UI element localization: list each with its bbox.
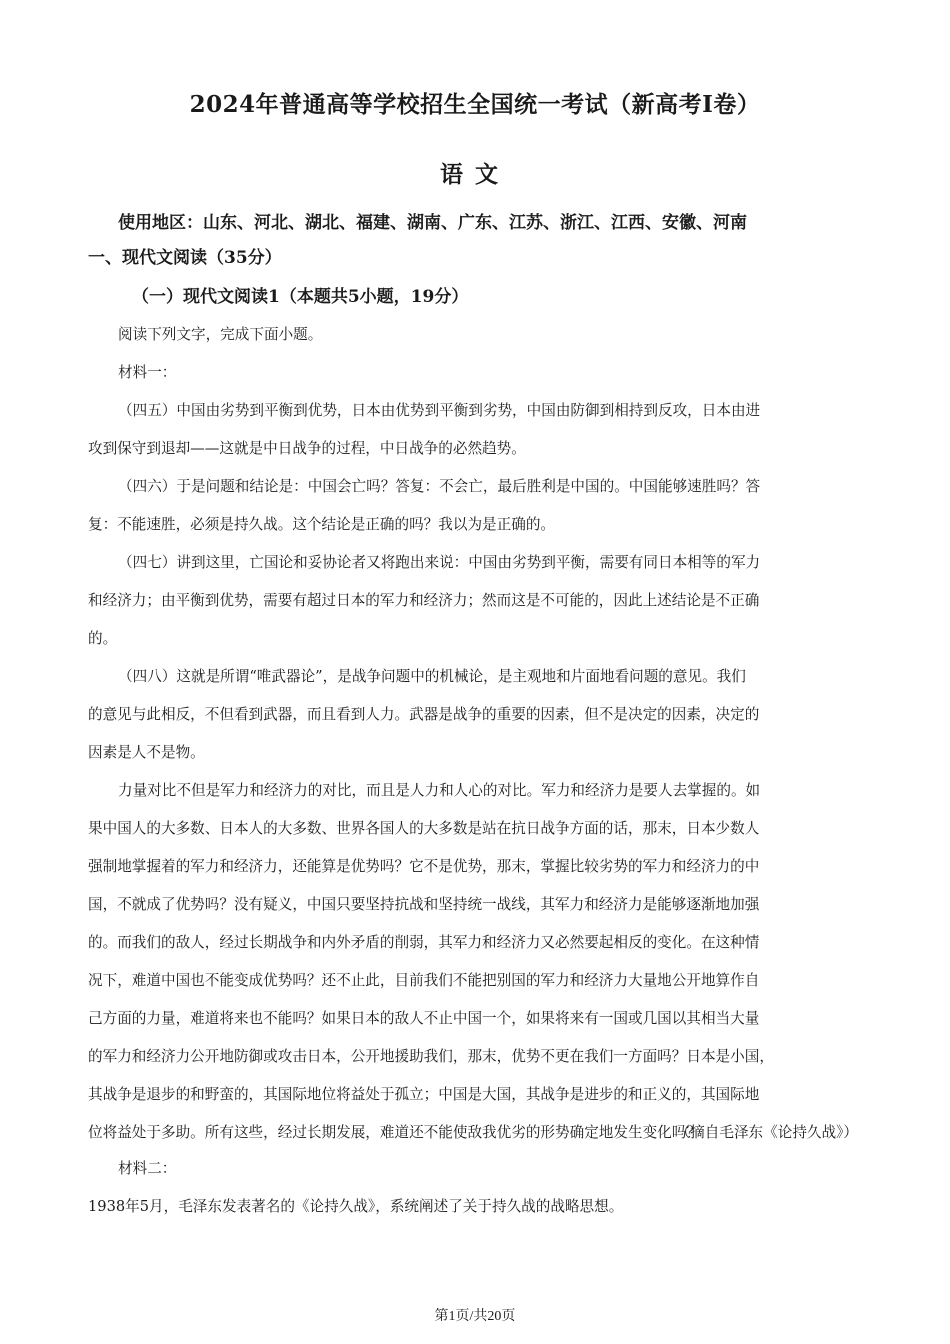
section-heading: 一、现代文阅读（35分） — [88, 248, 282, 268]
text-line: （四六）于是问题和结论是：中国会亡吗？答复：不会亡，最后胜利是中国的。中国能够速胜吗？答 — [118, 478, 761, 495]
text-line: 己方面的力量，难道将来也不能吗？如果日本的敌人不止中国一个，如果将来有一国或几国以其相当大量 — [88, 1010, 760, 1027]
paragraph-force-comparison — [88, 772, 860, 1152]
text-line: 的意见与此相反，不但看到武器，而且看到人力。武器是战争的重要的因素，但不是决定的因素，决定的 — [88, 706, 760, 723]
material-label: 材料二： — [118, 1160, 177, 1177]
text-line: （四七）讲到这里，亡国论和妥协论者又将跑出来说：中国由劣势到平衡，需要有同日本相等的军力 — [118, 554, 761, 571]
page-number: 第1页/共20页 — [434, 1309, 516, 1324]
text-line: 强制地掌握着的军力和经济力，还能算是优势吗？它不是优势，那末，掌握比较劣势的军力和经济力的中 — [88, 858, 760, 875]
source-citation: （摘自毛泽东《论持久战》） — [675, 1124, 858, 1141]
usage-region: 使用地区：山东、河北、湖北、福建、湖南、广东、江苏、浙江、江西、安徽、河南 — [118, 213, 747, 233]
text-line: 国，不就成了优势吗？没有疑义，中国只要坚持抗战和坚持统一战线，其军力和经济力是能够逐渐地加强 — [88, 896, 760, 913]
text-line: （四五）中国由劣势到平衡到优势，日本由优势到平衡到劣势，中国由防御到相持到反攻，日本由进 — [118, 402, 761, 419]
text-line: 位将益处于多助。所有这些，经过长期发展，难道还不能使敌我优劣的形势确定地发生变化吗？ — [88, 1124, 701, 1141]
text-line: 的军力和经济力公开地防御或攻击日本，公开地援助我们，那末，优势不更在我们一方面吗？日本是小国， — [88, 1048, 774, 1065]
paragraph-45 — [88, 392, 860, 468]
text-line: 况下，难道中国也不能变成优势吗？还不止此，目前我们不能把别国的军力和经济力大量地公开地算作自 — [88, 972, 760, 989]
text-line: 和经济力；由平衡到优势，需要有超过日本的军力和经济力；然而这是不可能的，因此上述结论是不正确 — [88, 592, 760, 609]
paragraph-48 — [88, 658, 860, 772]
text-line: （四八）这就是所谓“唯武器论”，是战争问题中的机械论，是主观地和片面地看问题的意见。我们 — [118, 668, 746, 685]
paragraph-47 — [88, 544, 860, 658]
subject-title: 语文 — [440, 161, 510, 188]
text-line: 果中国人的大多数、日本人的大多数、世界各国人的大多数是站在抗日战争方面的话，那末，日本少数人 — [88, 820, 760, 837]
text-line: 的。 — [88, 630, 118, 647]
reading-body — [88, 316, 860, 1152]
text-line: 复：不能速胜，必须是持久战。这个结论是正确的吗？我以为是正确的。 — [88, 516, 556, 533]
text-line: 其战争是退步的和野蛮的，其国际地位将益处于孤立；中国是大国，其战争是进步的和正义的，其国际地 — [88, 1086, 760, 1103]
text-line: 力量对比不但是军力和经济力的对比，而且是人力和人心的对比。军力和经济力是要人去掌握的。如 — [118, 782, 761, 799]
subsection-heading: （一）现代文阅读1（本题共5小题，19分） — [132, 287, 469, 307]
text-line: 攻到保守到退却——这就是中日战争的过程，中日战争的必然趋势。 — [88, 440, 526, 457]
text-line: 的。而我们的敌人，经过长期战争和内外矛盾的削弱，其军力和经济力又必然要起相反的变化。在这种情 — [88, 934, 760, 951]
material2-block — [88, 1150, 860, 1226]
text-line: 1938年5月，毛泽东发表著名的《论持久战》，系统阐述了关于持久战的战略思想。 — [88, 1198, 624, 1215]
material-label: 材料一： — [118, 364, 177, 381]
instruction: 阅读下列文字，完成下面小题。 — [118, 326, 323, 343]
paragraph-46 — [88, 468, 860, 544]
exam-title: 2024年普通高等学校招生全国统一考试（新高考Ⅰ卷） — [189, 91, 761, 118]
text-line: 因素是人不是物。 — [88, 744, 205, 761]
